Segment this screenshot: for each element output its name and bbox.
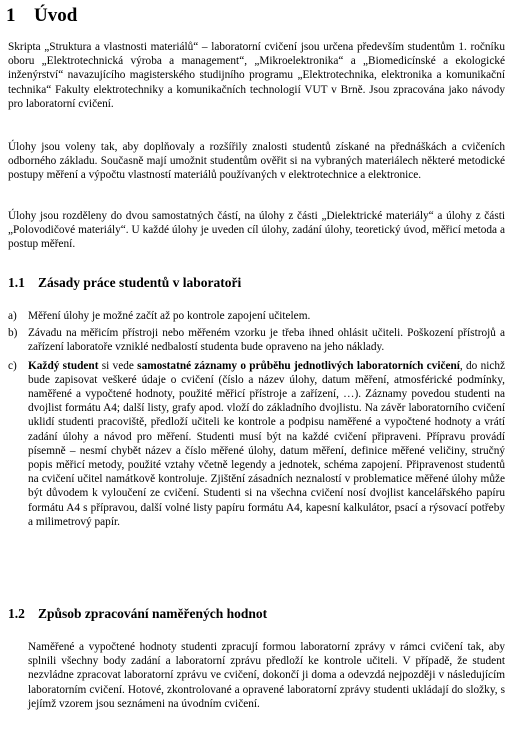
- rules-list: [8, 309, 505, 529]
- list-item-text-lead: si vede: [101, 359, 134, 372]
- intro-paragraph-2: Úlohy jsou voleny tak, aby doplňovaly a rozšířily znalosti studentů získané na přednáškách a cvičeních odborného základu. Současně mají umožnit studentům ověřit si na vybraných materiálech některé metodické postupy měření a výpočtu vlastností materiálů používaných v elektrotechnice a elektronice.: [8, 141, 505, 182]
- list-marker: c): [8, 359, 17, 372]
- chapter-number: 1: [6, 5, 16, 26]
- section-heading-1-2: [8, 605, 505, 623]
- section-title: Zásady práce studentů v laboratoři: [38, 275, 242, 290]
- list-item-text: , do nichž bude zapisovat veškeré údaje o cvičení (číslo a název úlohy, datum měření, atmosférické podmínky, naměřené a vypočtené hodnoty, použité měřicí přístroje a zařízení, …). Záznamy povedou studenti na dvojlist formátu A4; další listy, grafy apod. vloží do základního dvojlistu. Na závěr laboratorního cvičení uklidí studenti pracoviště, předloží učiteli ke kontrole a podpisu naměřené a vypočtené hodnoty a vrátí zadání úlohy a návod pro měření. Studenti musí být na každé cvičení připraveni. Přípravu provádí písemně – nesmí chybět název a číslo měřené úlohy, datum měření, definice měřené veličiny, stručný popis měřicí metody, použité vztahy včetně legendy a jednotek, schéma zapojení. Připravenost studentů na cvičení učitel namátkově kontroluje. Zjištění zásadních neznalostí v problematice měřené úlohy může být důvodem k vyloučení ze cvičení. Studenti si na všechna cvičení nosí dvojlist kancelářského papíru formátu A4 s přípravou, další volné listy papíru formátu A4, kapesní kalkulátor, psací a rýsovací potřeby a milimetrový papír.: [28, 359, 506, 528]
- list-item-bold-lead: Každý: [28, 359, 60, 372]
- chapter-title: Úvod: [34, 5, 78, 26]
- intro-paragraph-3: Úlohy jsou rozděleny do dvou samostatných částí, na úlohy z části „Dielektrické materiály“ a úlohy z části „Polovodičové materiály“. U každé úlohy je uveden cíl úlohy, zadání úlohy, teoretický úvod, měřicí metoda a postup měření.: [8, 210, 505, 251]
- list-item-text: Závadu na měřicím přístroji nebo měřeném vzorku je třeba ihned ohlásit učiteli. Poškození přístrojů a zařízení laboratoře vzniklé nedbalostí studenta bude opraveno na jeho náklady.: [28, 327, 505, 354]
- section-heading-1-1: [8, 274, 505, 292]
- list-item: [8, 326, 505, 354]
- chapter-heading: [6, 4, 77, 28]
- section-title: Způsob zpracování naměřených hodnot: [38, 606, 268, 621]
- intro-paragraph-1: Skripta „Struktura a vlastnosti materiálů“ – laboratorní cvičení jsou určena především studentům 1. ročníku oboru „Elektrotechnická výroba a management“, „Mikroelektronika“ a „Biomedicínské a ekologické inženýrství“ navazujícího magisterského studijního programu „Elektrotechnika, elektronika a komunikační technika“ Fakulty elektrotechniky a komunikačních technologií VUT v Brně. Jsou zpracována jako návody pro laboratorní cvičení.: [8, 41, 505, 110]
- list-item: [8, 309, 505, 323]
- section-number: 1.2: [8, 606, 25, 621]
- section-number: 1.1: [8, 275, 25, 290]
- list-item-text: Měření úlohy je možné začít až po kontrole zapojení učitelem.: [28, 310, 311, 322]
- list-item-bold-records: samostatné záznamy o průběhu jednotlivých laboratorních cvičení: [137, 359, 460, 372]
- list-item-bold-student: student: [62, 359, 99, 372]
- list-marker: a): [8, 310, 17, 322]
- list-marker: b): [8, 327, 18, 340]
- section-1-2-paragraph: Naměřené a vypočtené hodnoty studenti zpracují formou laboratorní zprávy v rámci cvičení tak, aby splnili všechny body zadání a laboratorní zprávu předloží ke kontrole učiteli. V případě, že student nezvládne zpracovat laboratorní zprávu ve cvičení, dokončí ji doma a odevzdá nejpozději v následujícím laboratorním cvičení. Hotové, zkontrolované a opravené laboratorní zprávy studenti ukládají do složky, s jejímž vzorem jsou seznámeni na úvodním cvičení.: [28, 641, 505, 710]
- list-item: [8, 359, 505, 529]
